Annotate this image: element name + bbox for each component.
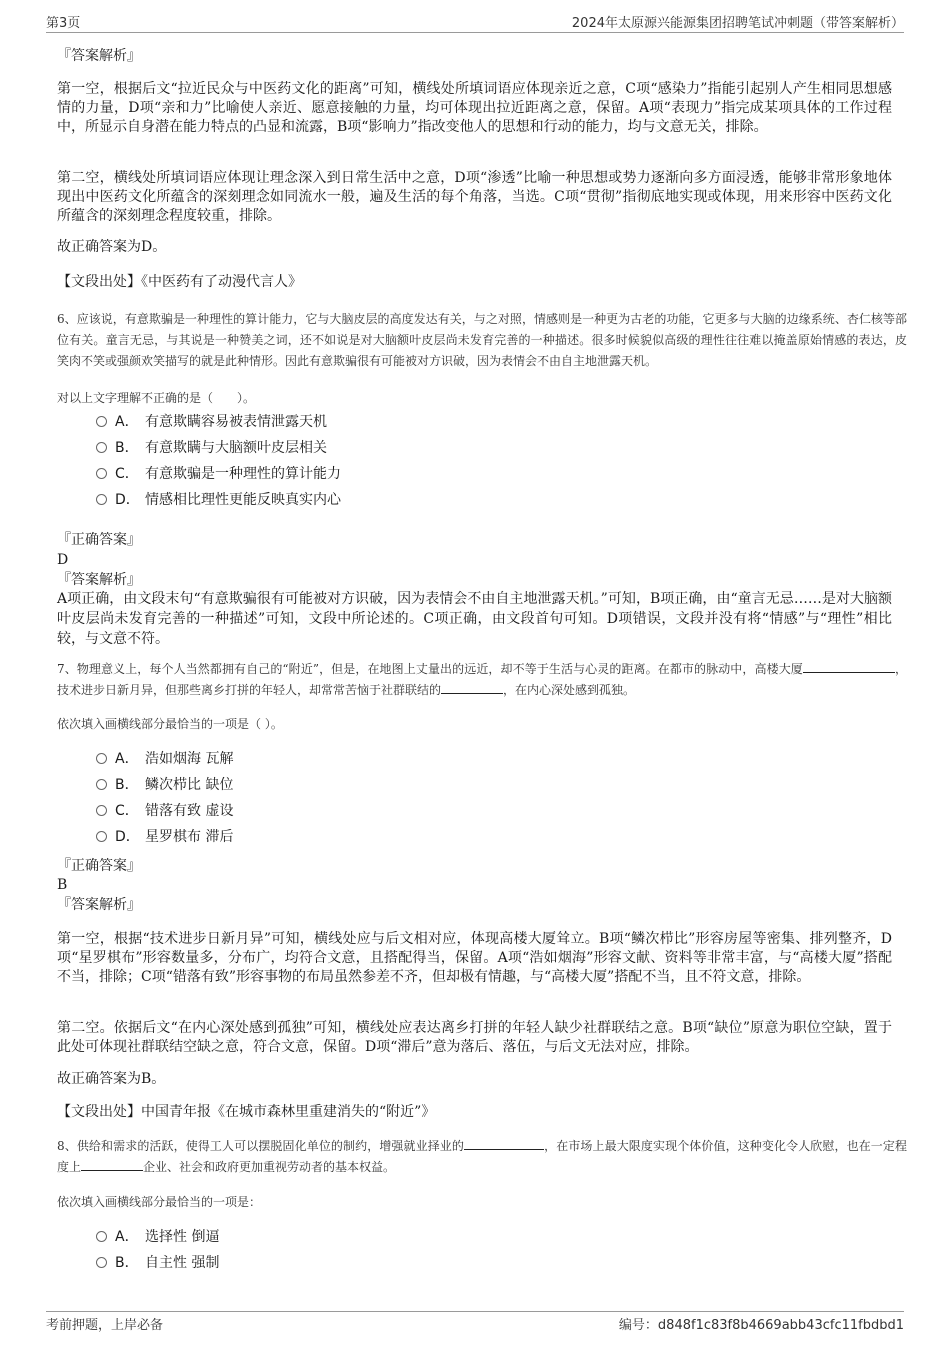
q5-analysis-label: 『答案解析』: [57, 48, 141, 64]
q6-option-b[interactable]: [96, 438, 327, 458]
q7-question: 依次填入画横线部分最恰当的一项是（ ）。: [57, 717, 283, 731]
option-letter: D．: [115, 829, 140, 845]
option-text: 有意欺骗是一种理性的算计能力: [145, 466, 341, 482]
q7-analysis-para2: 第二空。依据后文“在内心深处感到孤独”可知，横线处应表达离乡打拼的年轻人缺少社群联结之意。B项“缺位”原意为职位空缺，置于此处可体现社群联结空缺之意，符合文意，保留。D项“滞后”意为落后、落伍，与后文无法对应，排除。: [57, 1020, 892, 1055]
option-text: 有意欺瞒容易被表情泄露天机: [145, 414, 327, 430]
footer-slogan: 考前押题，上岸必备: [46, 1318, 164, 1333]
radio-icon[interactable]: [96, 779, 107, 790]
q7-conclusion: 故正确答案为B。: [57, 1071, 166, 1087]
q6-answer-label: 『正确答案』: [57, 532, 141, 548]
q6-stem: 6、应该说，有意欺骗是一种理性的算计能力，它与大脑皮层的高度发达有关，与之对照，情感则是一种更为古老的功能，它更多与大脑的边缘系统、杏仁核等部位有关。童言无忌，与其说是一种赞美之词，还不如说是对大脑额叶皮层尚未发育完善的一种描述。很多时候貌似高级的理性往往难以掩盖原始情感的表达，皮笑肉不笑或强颜欢笑描写的就是此种情形。因此有意欺骗很有可能被对方识破，因为表情会不由自主地泄露天机。: [57, 312, 907, 368]
q8-question: 依次填入画横线部分最恰当的一项是：: [57, 1195, 262, 1209]
q6-option-d[interactable]: [96, 490, 341, 510]
option-text: 浩如烟海 瓦解: [145, 751, 234, 767]
q7-answer: B: [57, 877, 68, 893]
option-text: 情感相比理性更能反映真实内心: [145, 492, 341, 508]
q7-answer-label: 『正确答案』: [57, 858, 141, 874]
fill-blank-1: [464, 1137, 544, 1150]
option-letter: C．: [115, 466, 139, 482]
fill-blank-2: [81, 1158, 143, 1171]
q5-conclusion: 故正确答案为D。: [57, 239, 167, 255]
option-letter: D．: [115, 492, 140, 508]
q5-source: 【文段出处】《中医药有了动漫代言人》: [57, 274, 302, 290]
q6-answer: D: [57, 552, 69, 568]
option-text: 自主性 强制: [145, 1255, 220, 1271]
header-divider: [46, 32, 904, 33]
document-title: 2024年太原源兴能源集团招聘笔试冲刺题（带答案解析）: [571, 16, 904, 31]
q6-option-c[interactable]: [96, 464, 341, 484]
q7-analysis-para1: 第一空，根据“技术进步日新月异”可知，横线处应与后文相对应，体现高楼大厦耸立。B项“鳞次栉比”形容房屋等密集、排列整齐，D项“星罗棋布”形容数量多，分布广，均符合文意，且搭配得当，保留。A项“浩如烟海”形容文献、资料等非常丰富，与“高楼大厦”搭配不当，排除；C项“错落有致”形容事物的布局虽然参差不齐，但却极有情趣，与“高楼大厦”搭配不当，且不符文意，排除。: [57, 931, 892, 985]
q8-stem-part2: ，在市场上最大限度实现个体价值，这种变化令人欣慰，也在一定程度上: [57, 1139, 907, 1174]
option-letter: A．: [115, 1229, 139, 1245]
radio-icon[interactable]: [96, 753, 107, 764]
q6-analysis: A项正确，由文段末句“有意欺骗很有可能被对方识破，因为表情会不由自主地泄露天机。”可知，B项正确，由“童言无忌……是对大脑额叶皮层尚未发育完善的一种描述”可知，文段中所论述的。C项正确，由文段首句可知。D项错误，文段并没有将“情感”与“理性”相比较，与文意不符。: [57, 591, 892, 647]
radio-icon[interactable]: [96, 1257, 107, 1268]
radio-icon[interactable]: [96, 442, 107, 453]
q6-analysis-label: 『答案解析』: [57, 572, 141, 588]
q8-option-a[interactable]: [96, 1227, 219, 1247]
radio-icon[interactable]: [96, 416, 107, 427]
option-text: 有意欺瞒与大脑额叶皮层相关: [145, 440, 327, 456]
q8-stem-part1: 8、供给和需求的活跃，使得工人可以摆脱固化单位的制约，增强就业择业的: [57, 1139, 465, 1153]
q7-option-a[interactable]: [96, 749, 233, 769]
radio-icon[interactable]: [96, 468, 107, 479]
footer-code-label: 编号：: [618, 1318, 658, 1333]
radio-icon[interactable]: [96, 494, 107, 505]
q6-option-a[interactable]: [96, 412, 327, 432]
q6-question: 对以上文字理解不正确的是（ ）。: [57, 391, 256, 405]
footer-divider: [46, 1311, 904, 1312]
q7-option-c[interactable]: [96, 801, 233, 821]
option-letter: A．: [115, 751, 139, 767]
q7-option-b[interactable]: [96, 775, 233, 795]
footer-code: [619, 1314, 904, 1333]
q7-stem-part2: ，技术进步日新月异，但那些离乡打拼的年轻人，却常常苦恼于社群联结的: [57, 662, 907, 697]
radio-icon[interactable]: [96, 805, 107, 816]
option-text: 选择性 倒逼: [145, 1229, 220, 1245]
fill-blank-2: [441, 681, 503, 694]
q7-stem-part1: 7、物理意义上，每个人当然都拥有自己的“附近”，但是，在地图上丈量出的远近，却不等于生活与心灵的距离。在都市的脉动中，高楼大厦: [57, 662, 803, 676]
q7-source: 【文段出处】中国青年报《在城市森林里重建消失的“附近”》: [57, 1104, 436, 1120]
q8-option-b[interactable]: [96, 1253, 219, 1273]
option-text: 星罗棋布 滞后: [145, 829, 234, 845]
radio-icon[interactable]: [96, 1231, 107, 1242]
option-letter: B．: [115, 777, 139, 793]
q7-option-d[interactable]: [96, 827, 233, 847]
footer-code-value: d848f1c83f8b4669abb43cfc11fbdbd1: [657, 1318, 904, 1333]
q5-analysis-para2: 第二空，横线处所填词语应体现让理念深入到日常生活中之意，D项“渗透”比喻一种思想或势力逐渐向多方面浸透，能够非常形象地体现出中医药文化所蕴含的深刻理念如同流水一般，遍及生活的每个角落，当选。C项“贯彻”指彻底地实现或体现，用来形容中医药文化所蕴含的深刻理念程度较重，排除。: [57, 170, 892, 224]
option-letter: B．: [115, 440, 139, 456]
option-text: 错落有致 虚设: [145, 803, 234, 819]
page-number: 第3页: [46, 16, 81, 31]
option-letter: C．: [115, 803, 139, 819]
fill-blank-1: [803, 660, 895, 673]
q8-stem: [57, 1136, 907, 1178]
option-text: 鳞次栉比 缺位: [145, 777, 234, 793]
q8-stem-part3: 企业、社会和政府更加重视劳动者的基本权益。: [143, 1160, 396, 1174]
q5-analysis-para1: 第一空，根据后文“拉近民众与中医药文化的距离”可知，横线处所填词语应体现亲近之意，C项“感染力”指能引起别人产生相同思想感情的力量，D项“亲和力”比喻使人亲近、愿意接触的力量，均可体现出拉近距离之意，保留。A项“表现力”指完成某项具体的工作过程中，所显示自身潜在能力特点的凸显和流露，B项“影响力”指改变他人的思想和行动的能力，均与文意无关，排除。: [57, 81, 892, 135]
q7-stem-part3: ，在内心深处感到孤独。: [503, 683, 636, 697]
radio-icon[interactable]: [96, 831, 107, 842]
option-letter: B．: [115, 1255, 139, 1271]
q7-stem: [57, 659, 907, 701]
q7-analysis-label: 『答案解析』: [57, 897, 141, 913]
option-letter: A．: [115, 414, 139, 430]
